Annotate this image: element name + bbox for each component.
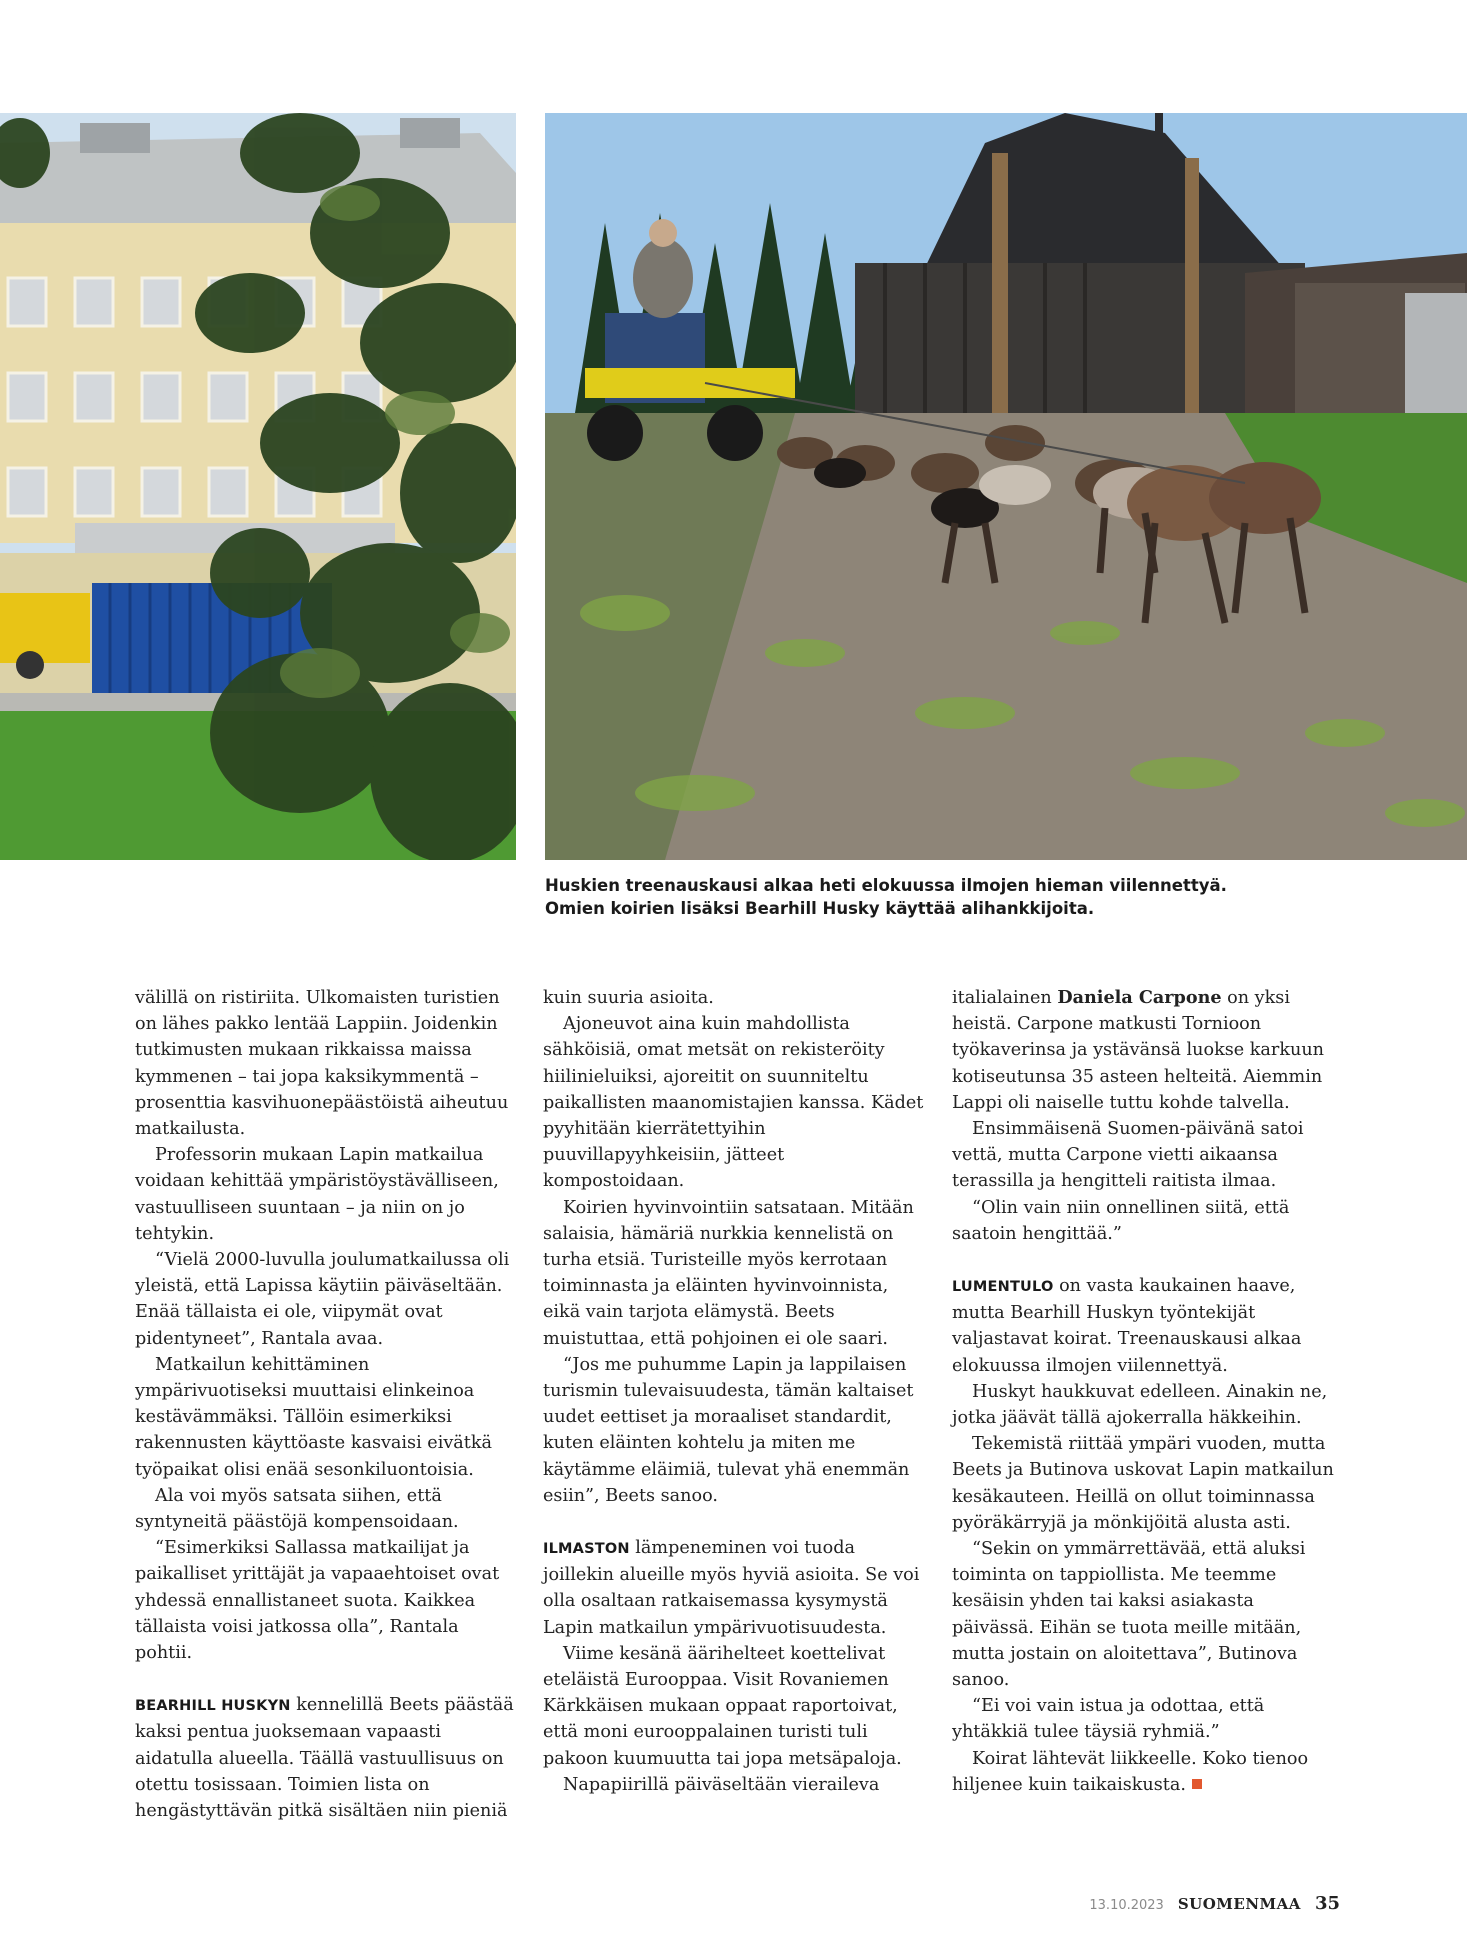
closing-paragraph	[952, 1746, 1334, 1798]
paragraph: “Esimerkiksi Sallassa matkailijat ja paikalliset yrittäjät ja vapaaehtoiset ovat yhdessä ennallistaneet suota. Kaikkea tällaista voisi jatkossa olla”, Rantala pohtii.	[135, 1538, 500, 1664]
section-lead: LUMENTULO	[952, 1279, 1054, 1296]
paragraph: Napapiirillä päiväseltään vieraileva	[563, 1774, 880, 1795]
paragraph	[952, 985, 1334, 1116]
paragraph: kuin suuria asioita.	[543, 988, 714, 1008]
paragraph: Ensimmäisenä Suomen-päivänä satoi vettä, mutta Carpone vietti aikaansa terassilla ja hengitteli raitista ilmaa.	[952, 1119, 1304, 1192]
issue-date: 13.10.2023	[1089, 1898, 1164, 1913]
paragraph: “Vielä 2000-luvulla joulumatkailussa oli yleistä, että Lapissa käytiin päiväseltään. Enää tällaista ei ole, viipymät ovat pidentyneet”, Rantala avaa.	[135, 1250, 510, 1349]
paragraph-text: Koirat lähtevät liikkeelle. Koko tienoo hiljenee kuin taikaiskusta.	[952, 1748, 1309, 1795]
article-column-1	[135, 985, 517, 1824]
person-name: Daniela Carpone	[1057, 987, 1222, 1008]
paragraph: “Ei voi vain istua ja odottaa, että yhtäkkiä tulee täysiä ryhmiä.”	[952, 1696, 1265, 1743]
end-mark-icon	[1192, 1779, 1202, 1789]
paragraph: Koirien hyvinvointiin satsataan. Mitään salaisia, hämäriä nurkkia kennelistä on turha etsiä. Turisteille myös kerrotaan toiminnasta ja eläinten hyvinvoinnista, eikä vain tarjota elämystä. Beets muistuttaa, että pohjoinen ei ole saari.	[543, 1197, 914, 1349]
paragraph: “Olin vain niin onnellinen siitä, että saatoin hengittää.”	[952, 1197, 1290, 1244]
page-footer	[1089, 1893, 1340, 1914]
building-photo	[0, 113, 516, 860]
section-lead: BEARHILL HUSKYN	[135, 1698, 291, 1715]
paragraph-text: on vasta kaukainen haave, mutta Bearhill Huskyn työntekijät valjastavat koirat. Treenauskausi alkaa elokuussa ilmojen viilennettyä.	[952, 1276, 1302, 1376]
paragraph-text: kennelillä Beets päästää kaksi pentua juoksemaan vapaasti aidatulla alueella. Täällä vastuullisuus on otettu tosissaan. Toimien lista on hengästyttävän pitkä sisältäen niin pieniä	[135, 1695, 514, 1822]
page-number: 35	[1314, 1893, 1340, 1914]
paragraph: välillä on ristiriita. Ulkomaisten turistien on lähes pakko lentää Lappiin. Joidenkin tutkimusten mukaan rikkaissa maissa kymmenen – tai jopa kaksikymmentä – prosenttia kasvihuonepäästöistä aiheutuu matkailusta.	[135, 988, 509, 1140]
caption-line-1: Huskien treenauskausi alkaa heti elokuussa ilmojen hieman viilennettyä.	[545, 876, 1227, 895]
section-lead: ILMASTON	[543, 1541, 630, 1558]
photo-caption	[545, 874, 1465, 920]
paragraph: Ala voi myös satsata siihen, että syntyneitä päästöjä kompensoidaan.	[135, 1485, 459, 1533]
paragraph: Huskyt haukkuvat edelleen. Ainakin ne, jotka jäävät tällä ajokerralla häkkeihin.	[952, 1381, 1328, 1429]
paragraph-text: italialainen	[952, 988, 1058, 1008]
paragraph: Matkailun kehittäminen ympärivuotiseksi muuttaisi elinkeinoa kestävämmäksi. Tällöin esimerkiksi rakennusten käyttöaste kasvaisi eivätkä työpaikat olisi enää sesonkiluontoisia.	[135, 1354, 492, 1480]
paragraph-text: lämpeneminen voi tuoda joillekin alueille myös hyviä asioita. Se voi olla osaltaan ratkaisemassa kysymystä Lapin matkailun ympärivuotisuudesta.	[543, 1538, 920, 1638]
paragraph: Ajoneuvot aina kuin mahdollista sähköisiä, omat metsät on rekisteröity hiilinieluiksi, ajoreitit on suunniteltu paikallisten maanomistajien kanssa. Kädet pyyhitään kierrätettyihin puuvillapyyhkeisiin, jätteet kompostoidaan.	[543, 1014, 924, 1192]
paragraph: Viime kesänä äärihelteet koettelivat eteläistä Eurooppaa. Visit Rovaniemen Kärkkäisen mukaan oppaat raportoivat, että moni eurooppalainen turisti tuli pakoon kuumuutta tai jopa metsäpaloja.	[543, 1643, 902, 1769]
section-paragraph	[135, 1692, 517, 1824]
paragraph: “Jos me puhumme Lapin ja lappilaisen turismin tulevaisuudesta, tämän kaltaiset uudet eettiset ja moraaliset standardit, kuten eläinten kohtelu ja miten me käytämme eläimiä, tulevat yhä enemmän esiin”, Beets sanoo.	[543, 1354, 914, 1506]
section-paragraph	[952, 1273, 1334, 1379]
paragraph-text: on yksi heistä. Carpone matkusti Tornioon työkaverinsa ja ystävänsä luokse karkuun kotiseutunsa 35 asteen helteitä. Aiemmin Lappi oli naiselle tuttu kohde talvella.	[952, 988, 1324, 1113]
article-column-3	[952, 985, 1334, 1798]
caption-line-2: Omien koirien lisäksi Bearhill Husky käyttää alihankkijoita.	[545, 899, 1095, 918]
paragraph: Tekemistä riittää ympäri vuoden, mutta Beets ja Butinova uskovat Lapin matkailun kesäkauteen. Heillä on ollut toiminnassa pyöräkärryjä ja mönkijöitä alusta asti.	[952, 1434, 1334, 1533]
section-paragraph	[543, 1535, 925, 1641]
paragraph: “Sekin on ymmärrettävää, että aluksi toiminta on tappiollista. Me teemme kesäisin yhden tai kaksi asiakasta päivässä. Eihän se tuota meille mitään, mutta jostain on aloitettava”, Butinova sanoo.	[952, 1539, 1306, 1691]
article-column-2	[543, 985, 925, 1798]
paragraph: Professorin mukaan Lapin matkailua voidaan kehittää ympäristöystävälliseen, vastuulliseen suuntaan – ja niin on jo tehtykin.	[135, 1145, 499, 1244]
magazine-name: SUOMENMAA	[1177, 1895, 1301, 1913]
sled-dogs-photo	[545, 113, 1467, 860]
